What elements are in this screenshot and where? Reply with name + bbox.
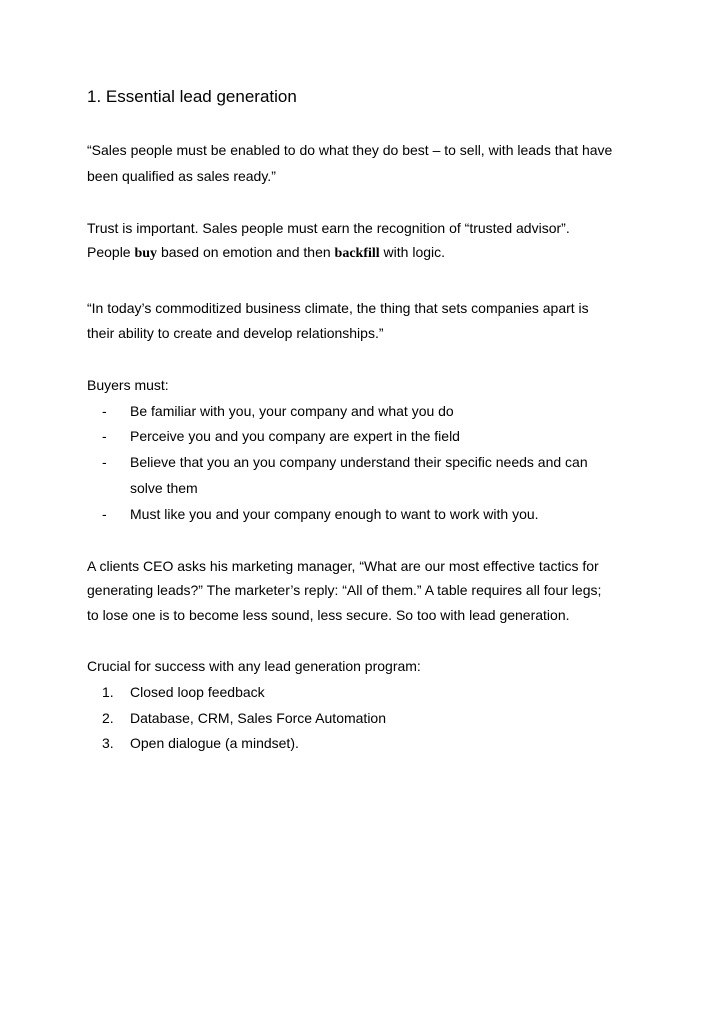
buyers-item-2: Perceive you and you company are expert in the field [130, 428, 460, 444]
section-heading: 1. Essential lead generation [87, 87, 297, 106]
quote-2-line-1: “In today’s commoditized business climate, the thing that sets companies apart is [87, 300, 589, 316]
ceo-line-1: A clients CEO asks his marketing manager, “What are our most effective tactics for [87, 558, 599, 574]
ceo-line-2: generating leads?” The marketer’s reply: “All of them.” A table requires all four legs; [87, 582, 602, 598]
list-number: 1. [102, 684, 114, 700]
crucial-item-2: Database, CRM, Sales Force Automation [130, 710, 387, 726]
buyers-item-4: Must like you and your company enough to want to work with you. [130, 506, 539, 522]
bullet-dash: - [102, 454, 107, 470]
quote-2-line-2: their ability to create and develop relationships.” [87, 325, 384, 341]
trust-text-c: with logic. [379, 244, 446, 260]
quote-1-line-1: “Sales people must be enabled to do what they do best – to sell, with leads that have [87, 142, 613, 158]
trust-line-2 [87, 243, 445, 263]
trust-line-1: Trust is important. Sales people must earn the recognition of “trusted advisor”. [87, 220, 570, 236]
trust-text-b: based on emotion and then [157, 244, 335, 260]
buyers-intro: Buyers must: [87, 377, 169, 393]
bullet-dash: - [102, 428, 107, 444]
ceo-line-3: to lose one is to become less sound, less secure. So too with lead generation. [87, 607, 570, 623]
crucial-intro: Crucial for success with any lead generation program: [87, 658, 421, 674]
emphasis-backfill: backfill [334, 246, 380, 261]
buyers-item-3-continued: solve them [130, 480, 198, 496]
bullet-dash: - [102, 403, 107, 419]
crucial-item-3: Open dialogue (a mindset). [130, 735, 299, 751]
buyers-item-1: Be familiar with you, your company and what you do [130, 403, 454, 419]
list-number: 2. [102, 710, 114, 726]
buyers-item-3: Believe that you an you company understand their specific needs and can [130, 454, 588, 470]
quote-1-line-2: been qualified as sales ready.” [87, 168, 276, 184]
list-number: 3. [102, 735, 114, 751]
bullet-dash: - [102, 506, 107, 522]
crucial-item-1: Closed loop feedback [130, 684, 265, 700]
trust-text-a: People [87, 244, 135, 260]
emphasis-buy: buy [134, 246, 158, 261]
